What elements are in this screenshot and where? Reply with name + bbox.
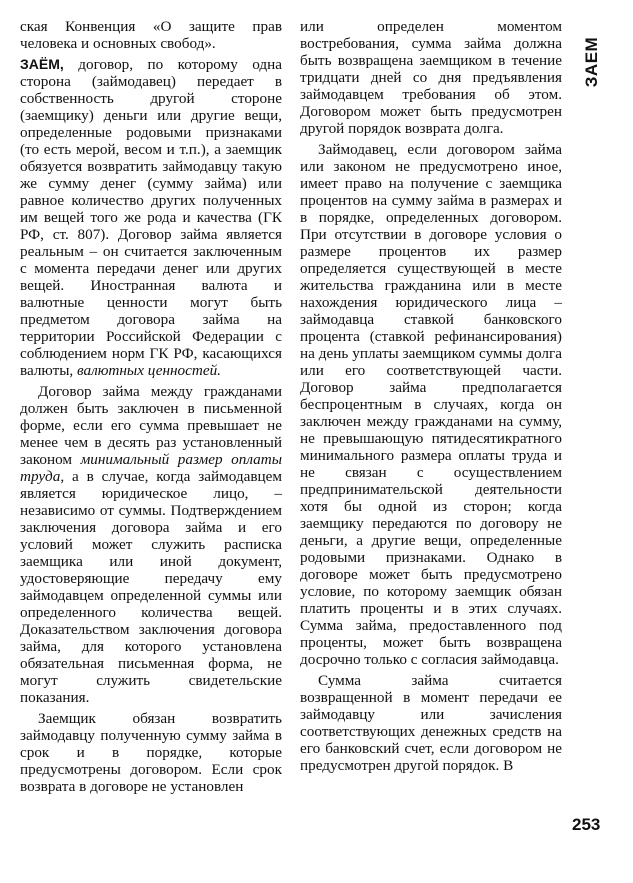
paragraph (20, 383, 282, 706)
paragraph-continuation (20, 18, 282, 52)
paragraph-text: договор, по которому одна сторона (займодавец) передает в собственность другой стороне (заемщику) деньги или другие вещи, определенные родовыми признаками (то есть мерой, весом и т.п.), а заемщик обязуется возвратить займодавцу такую же сумму денег (сумму займа) или равное количество других полученных им вещей того же рода и качества (ГК РФ, ст. 807). Договор займа является реальным – он считается заключенным с момента передачи денег или других вещей. Иностранная валюта и валютные ценности могут быть предметом договора займа на территории Российской Федерации с соблюдением норм ГК РФ, касающихся валюты, (20, 56, 282, 379)
entry-paragraph (20, 56, 282, 379)
cross-reference: минимальный размер оплаты труда (20, 451, 282, 485)
paragraph-text: , а в случае, когда займодавцем является юридическое лицо, – независимо от суммы. Подтверждением заключения договора займа и его условий может служить расписка заемщика или иной документ, удостоверяющие передачу ему займодавцем определенной суммы или определенного количества вещей. Доказательством заключения договора займа, для которого установлена обязательная письменная форма, не могут служить свидетельские показания. (20, 468, 282, 706)
page-number: 253 (572, 815, 601, 834)
paragraph (300, 141, 562, 668)
paragraph (20, 710, 282, 795)
left-column (20, 18, 282, 799)
paragraph-text: Займодавец, если договором займа или законом не предусмотрено иное, имеет право на получение с заемщика процентов на сумму займа в размерах и в порядке, определенных договором. При отсутствии в договоре условия о размере процентов их размер определяется существующей в месте жительства гражданина или в месте нахождения юридического лица – займодавца ставкой банковского процента (ставкой рефинансирования) на день уплаты заемщиком суммы долга или его соответствующей части. Договор займа предполагается беспроцентным в случаях, когда он заключен между гражданами на сумму, не превышающую пятидесятикратного минимального размера оплаты труда и не связан с осуществлением предпринимательской деятельности хотя бы одной из сторон; когда заемщику передаются по договору не деньги, а другие вещи, определенные родовыми признаками. Однако в договоре может быть предусмотрено условие, по которому заемщик обязан платить проценты и в этих случаях. Сумма займа, предоставленного под проценты, может быть возвращена досрочно только с согласия займодавца. (300, 141, 562, 668)
paragraph-text: ская Конвенция «О защите прав человека и основных свобод». (20, 18, 282, 52)
running-head (572, 22, 612, 102)
right-column (300, 18, 562, 778)
paragraph-text: или определен моментом востребования, сумма займа должна быть возвращена заемщиком в течение тридцати дней со дня предъявления займодавцем требования об этом. Договором может быть предусмотрен другой порядок возврата долга. (300, 18, 562, 137)
paragraph-text: Сумма займа считается возвращенной в момент передачи ее займодавцу или зачисления соответствующих денежных средств на его банковский счет, если договором не предусмотрен другой порядок. В (300, 672, 562, 774)
paragraph (300, 672, 562, 774)
entry-headword: ЗАЁМ, (20, 56, 64, 72)
paragraph-text: Договор займа между гражданами должен быть заключен в письменной форме, если его сумма превышает не менее чем в десять раз установленный законом (20, 383, 282, 468)
paragraph-continuation (300, 18, 562, 137)
cross-reference: валютных ценностей. (77, 362, 221, 379)
running-head-text: ЗАЕМ (582, 36, 601, 88)
paragraph-text: Заемщик обязан возвратить займодавцу полученную сумму займа в срок и в порядке, которые предусмотрены договором. Если срок возврата в договоре не установлен (20, 710, 282, 795)
